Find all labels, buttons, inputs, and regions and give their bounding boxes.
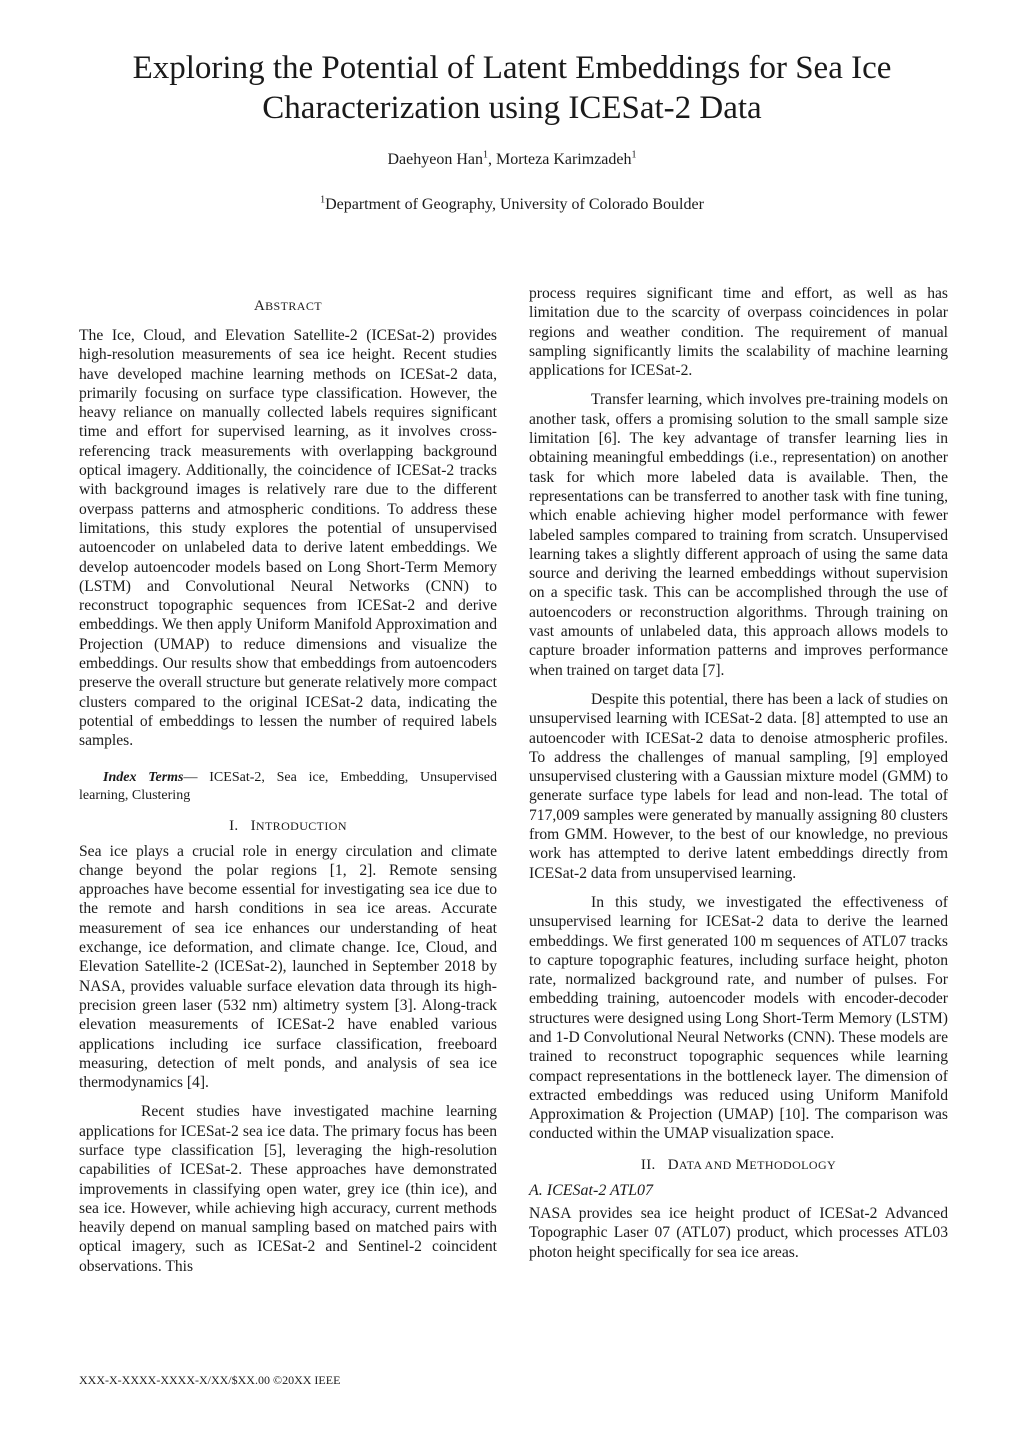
- affiliation: [0, 195, 1024, 215]
- author-name: Daehyeon Han: [387, 151, 484, 168]
- title-line-2: Characterization using ICESat-2 Data: [262, 90, 762, 126]
- affiliation-marker: 1: [631, 149, 637, 161]
- left-column: [79, 297, 497, 1276]
- paragraph: Despite this potential, there has been a lack of studies on unsupervised learning with ICESat-2 data. [8] attempted to use an autoencoder with ICESat-2 data to denoise atmospheric profiles. To address the challenges of manual sampling, [9] employed unsupervised clustering with a Gaussian mixture model (GMM) to generate surface type labels for lead and non-lead. The total of 717,009 samples were generated by manually assigning 80 clusters from GMM. However, to the best of our knowledge, no previous work has attempted to derive latent embeddings directly from ICESat-2 data from unsupervised learning.: [529, 690, 948, 882]
- paper-title: [60, 48, 964, 128]
- paragraph: process requires significant time and effort, as well as has limitation due to the scarcity of overpass coincidences in polar regions and weather condition. The requirement of manual sampling significantly limits the scalability of machine learning applications for ICESat-2.: [529, 285, 948, 380]
- section-heading-data-methodology: II. DATA AND METHODOLOGY: [640, 1156, 837, 1173]
- section-heading-introduction: I. INTRODUCTION: [229, 817, 347, 834]
- index-terms-label: Index Terms: [103, 769, 184, 785]
- paragraph: Recent studies have investigated machine learning applications for ICESat-2 sea ice data. The primary focus has been surface type classification [5], leveraging the high-resolution capabilities of ICESat-2. These approaches have demonstrated improvements in classifying open water, grey ice (thin ice), and sea ice. However, while achieving high accuracy, current methods heavily depend on manual sampling based on matched pairs with optical imagery, such as ICESat-2 and Sentinel-2 coincident observations. This: [79, 1103, 497, 1275]
- affiliation-marker: 1: [483, 149, 489, 161]
- author-name: Morteza Karimzadeh: [496, 151, 632, 168]
- right-column: [529, 284, 948, 1262]
- abstract-body: The Ice, Cloud, and Elevation Satellite-2 (ICESat-2) provides high-resolution measurements of sea ice height. Recent studies have developed machine learning methods on ICESat-2 data, primarily focusing on surface type classification. However, the heavy reliance on manually collected labels requires significant time and effort for supervised learning, as it involves cross-referencing track measurements with overlapping background optical imagery. Additionally, the coincidence of ICESat-2 tracks with background images is relatively rare due to the different overpass patterns and atmospheric conditions. To address these limitations, this study explores the potential of unsupervised autoencoder on unlabeled data to derive latent embeddings. We develop autoencoder models based on Long Short-Term Memory (LSTM) and Convolutional Neural Networks (CNN) to reconstruct topographic sequences from ICESat-2 and derive embeddings. We then apply Uniform Manifold Approximation and Projection (UMAP) to reduce dimensions and visualize the embeddings. Our results show that embeddings from autoencoders preserve the overall structure but generate relatively more compact clusters compared to the original ICESat-2 data, indicating the potential of embeddings to lessen the number of required labels samples.: [79, 327, 497, 750]
- copyright-footer: XXX-X-XXXX-XXXX-X/XX/$XX.00 ©20XX IEEE: [79, 1373, 341, 1387]
- paragraph: In this study, we investigated the effectiveness of unsupervised learning for ICESat-2 data to derive the learned embeddings. We first generated 100 m sequences of ATL07 tracks to capture topographic features, including surface height, photon rate, normalized background rate, and number of pulses. For embedding training, autoencoder models with encoder-decoder structures were designed using Long Short-Term Memory (LSTM) and 1-D Convolutional Neural Networks (CNN). These models are trained to reconstruct topographic sequences while learning compact representations in the bottleneck layer. The dimension of extracted embeddings was reduced using Uniform Manifold Approximation & Projection (UMAP) [10]. The comparison was conducted within the UMAP visualization space.: [529, 893, 948, 1143]
- affiliation-marker: 1: [320, 194, 326, 206]
- title-line-1: Exploring the Potential of Latent Embeddings for Sea Ice: [132, 50, 892, 86]
- subsection-heading: A. ICESat-2 ATL07: [529, 1181, 654, 1199]
- affiliation-text: Department of Geography, University of Colorado Boulder: [325, 196, 704, 213]
- author-separator: ,: [488, 151, 497, 168]
- author-list: [0, 150, 1024, 170]
- index-terms-text: ICESat-2, Sea ice, Embedding, Unsupervised learning, Clustering: [79, 769, 498, 803]
- paragraph: NASA provides sea ice height product of ICESat-2 Advanced Topographic Laser 07 (ATL07) product, which processes ATL03 photon height specifically for sea ice areas.: [529, 1205, 948, 1261]
- paragraph: Sea ice plays a crucial role in energy circulation and climate change beyond the polar regions [1, 2]. Remote sensing approaches have become essential for investigating sea ice due to the remote and harsh conditions in sea ice areas. Accurate measurement of sea ice enhances our understanding of heat exchange, ice deformation, and climate change. Ice, Cloud, and Elevation Satellite-2 (ICESat-2), launched in September 2018 by NASA, provides valuable surface elevation data through its high-precision green laser (532 nm) altimetry system [3]. Along-track elevation measurements of ICESat-2 have enabled various applications including ice surface classification, freeboard measuring, detection of melt ponds, and analysis of sea ice thermodynamics [4].: [79, 842, 497, 1092]
- abstract-heading: ABSTRACT: [254, 298, 322, 314]
- paragraph: Transfer learning, which involves pre-training models on another task, offers a promising solution to the small sample size limitation [6]. The key advantage of transfer learning lies in obtaining meaningful embeddings (i.e., representation) on another task for which more labeled data is available. Then, the representations can be transferred to another task with fine tuning, which enable achieving higher model performance with fewer labeled samples compared to training from scratch. Unsupervised learning takes a slightly different approach of using the same data source and deriving the learned embeddings without supervision on a specific task. This can be accomplished through the use of autoencoders or reconstruction algorithms. Through training on vast amounts of unlabeled data, this approach allows models to capture broader information patterns and improves performance when trained on target data [7].: [529, 391, 948, 679]
- index-terms: Index Terms— ICESat-2, Sea ice, Embedding, Unsupervised learning, Clustering: [79, 769, 498, 803]
